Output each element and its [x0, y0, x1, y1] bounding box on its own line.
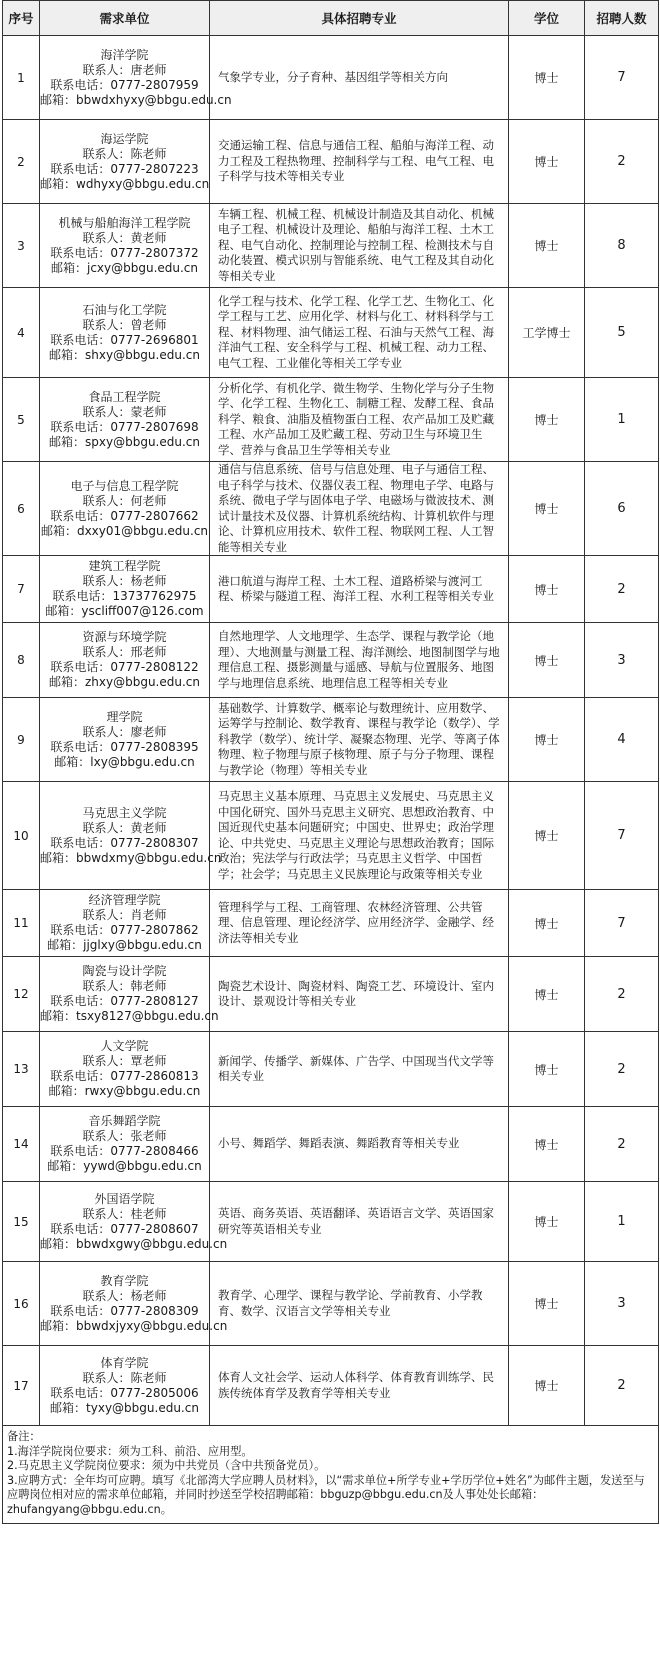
row-no: 4	[3, 288, 40, 378]
row-count: 7	[585, 36, 659, 120]
unit-contact: 联系人：陈老师	[82, 1370, 167, 1385]
row-unit	[40, 556, 210, 623]
table-row	[3, 556, 659, 623]
table-row	[3, 36, 659, 120]
unit-contact: 联系人：杨老师	[82, 1288, 167, 1303]
row-no: 8	[3, 623, 40, 698]
row-unit	[40, 462, 210, 556]
unit-phone: 联系电话：0777-2696801	[50, 332, 199, 347]
table-row	[3, 698, 659, 782]
row-unit	[40, 1107, 210, 1182]
unit-contact: 联系人：唐老师	[82, 62, 167, 77]
row-degree: 博士	[509, 1032, 585, 1107]
table-row	[3, 1182, 659, 1262]
header-major: 具体招聘专业	[210, 1, 509, 36]
unit-name: 体育学院	[100, 1355, 149, 1370]
row-major: 化学工程与技术、化学工程、化学工艺、生物化工、化学工程与工艺、应用化学、材料与化工、材料科学与工程、材料物理、油气储运工程、石油与天然气工程、海洋油气工程、安全科学与工程、机械工程、动力工程、电气工程、工业催化等相关工学专业	[210, 288, 509, 378]
notes-line: zhufangyang@bbgu.edu.cn。	[7, 1502, 172, 1516]
row-no: 7	[3, 556, 40, 623]
notes-line: 3.应聘方式：全年均可应聘。填写《北部湾大学应聘人员材料》，以“需求单位+所学专业+学历学位+姓名”为邮件主题，发送至与	[7, 1473, 645, 1487]
row-unit	[40, 1262, 228, 1346]
row-count: 2	[585, 1346, 659, 1426]
row-major: 新闻学、传播学、新媒体、广告学、中国现当代文学等相关专业	[210, 1032, 509, 1107]
unit-name: 音乐舞蹈学院	[88, 1114, 161, 1128]
unit-contact: 联系人：廖老师	[82, 724, 167, 739]
row-unit	[40, 204, 210, 288]
unit-contact: 联系人：陈老师	[82, 146, 167, 161]
row-no: 6	[3, 462, 40, 556]
unit-email: 邮箱：yywd@bbgu.edu.cn	[47, 1159, 202, 1173]
unit-email: 邮箱：jjglxy@bbgu.edu.cn	[47, 938, 202, 952]
row-major: 港口航道与海岸工程、土木工程、道路桥梁与渡河工程、桥梁与隧道工程、海洋工程、水利工程等相关专业	[210, 556, 509, 623]
unit-name: 海运学院	[100, 131, 149, 146]
row-unit	[40, 782, 222, 890]
row-major: 通信与信息系统、信号与信息处理、电子与通信工程、电子科学与技术、仪器仪表工程、物理电子学、电路与系统、微电子学与固体电子学、电磁场与微波技术、测试计量技术及仪器、计算机系统结构、计算机软件与理论、计算机应用技术、软件工程、物联网工程、人工智能等相关专业	[210, 462, 509, 556]
table-row	[3, 204, 659, 288]
row-major: 基础数学、计算数学、概率论与数理统计、应用数学、运筹学与控制论、数学教育、课程与教学论（数学）、学科教学（数学）、统计学、凝聚态物理、光学、等离子体物理、粒子物理与原子核物理、原子与分子物理、课程与教学论（物理）等相关专业	[210, 698, 509, 782]
unit-name: 石油与化工学院	[82, 302, 167, 317]
table-row	[3, 1346, 659, 1426]
unit-name: 食品工程学院	[88, 389, 161, 404]
unit-contact: 联系人：肖老师	[82, 908, 167, 922]
row-count: 2	[585, 1032, 659, 1107]
row-degree: 博士	[509, 782, 585, 890]
row-degree: 博士	[509, 698, 585, 782]
table-row	[3, 782, 659, 890]
notes-row	[3, 1426, 659, 1524]
row-degree: 博士	[509, 120, 585, 204]
unit-contact: 联系人：邢老师	[82, 645, 167, 659]
row-count: 7	[585, 890, 659, 957]
row-degree: 博士	[509, 1262, 585, 1346]
unit-contact: 联系人：杨老师	[82, 574, 167, 588]
recruitment-table	[2, 0, 659, 1524]
unit-phone: 联系电话：0777-2807862	[50, 923, 199, 937]
row-count: 4	[585, 698, 659, 782]
row-unit	[40, 288, 210, 378]
row-major: 小号、舞蹈学、舞蹈表演、舞蹈教育等相关专业	[210, 1107, 509, 1182]
unit-phone: 联系电话：0777-2807372	[50, 245, 199, 260]
unit-email: 邮箱：spxy@bbgu.edu.cn	[49, 434, 200, 449]
unit-contact: 联系人：覃老师	[82, 1054, 167, 1068]
unit-email: 邮箱：lxy@bbgu.edu.cn	[54, 754, 195, 769]
table-row	[3, 1107, 659, 1182]
row-degree: 博士	[509, 36, 585, 120]
header-count: 招聘人数	[585, 1, 659, 36]
unit-email: 邮箱：rwxy@bbgu.edu.cn	[48, 1084, 201, 1098]
unit-email: 邮箱：yscliff007@126.com	[45, 604, 204, 618]
notes-line: 应聘岗位相对应的需求单位邮箱，并同时抄送至学校招聘邮箱：bbguzp@bbgu.edu.cn及人事处处长邮箱：	[7, 1488, 544, 1501]
table-header-row	[3, 1, 659, 36]
notes-line: 1.海洋学院岗位要求：须为工科、前沿、应用型。	[7, 1444, 253, 1458]
table-row	[3, 1032, 659, 1107]
unit-email: 邮箱：tsxy8127@bbgu.edu.cn	[40, 1009, 219, 1023]
row-major: 交通运输工程、信息与通信工程、船舶与海洋工程、动力工程及工程热物理、控制科学与工程、电气工程、电子科学与技术等相关专业	[210, 120, 509, 204]
row-major: 英语、商务英语、英语翻译、英语语言文学、英语国家研究等英语相关专业	[210, 1182, 509, 1262]
table-row	[3, 957, 659, 1032]
row-degree: 博士	[509, 462, 585, 556]
unit-phone: 联系电话：0777-2808122	[50, 660, 199, 674]
row-degree: 工学博士	[509, 288, 585, 378]
row-degree: 博士	[509, 556, 585, 623]
row-count: 2	[585, 1107, 659, 1182]
row-major: 自然地理学、人文地理学、生态学、课程与教学论（地理）、大地测量与测量工程、海洋测绘、地图制图学与地理信息工程、摄影测量与遥感、导航与位置服务、地图学与地理信息系统、地理信息工程等相关专业	[210, 623, 509, 698]
row-major: 马克思主义基本原理、马克思主义发展史、马克思主义中国化研究、国外马克思主义研究、思想政治教育、中国近现代史基本问题研究；中国史、世界史；政治学理论、中共党史、马克思主义理论与思想政治教育；国际政治；宪法学与行政法学；马克思主义哲学、中国哲学；社会学；马克思主义民族理论与政策等相关专业	[210, 782, 509, 890]
unit-contact: 联系人：张老师	[82, 1129, 167, 1143]
header-unit: 需求单位	[40, 1, 210, 36]
row-count: 7	[585, 782, 659, 890]
row-degree: 博士	[509, 204, 585, 288]
table-row	[3, 890, 659, 957]
unit-name: 机械与船舶海洋工程学院	[58, 215, 191, 230]
unit-name: 理学院	[106, 709, 143, 724]
row-no: 3	[3, 204, 40, 288]
unit-phone: 联系电话：0777-2860813	[50, 1069, 199, 1083]
unit-phone: 联系电话：13737762975	[52, 589, 197, 603]
row-major: 分析化学、有机化学、微生物学、生物化学与分子生物学、化学工程、生物化工、制糖工程、发酵工程、食品科学、粮食、油脂及植物蛋白工程、农产品加工及贮藏工程、水产品加工及贮藏工程、劳动卫生与环境卫生学、营养与食品卫生学等相关专业	[210, 378, 509, 462]
row-degree: 博士	[509, 1346, 585, 1426]
table-row	[3, 120, 659, 204]
row-degree: 博士	[509, 378, 585, 462]
row-count: 5	[585, 288, 659, 378]
row-major: 气象学专业，分子育种、基因组学等相关方向	[210, 36, 509, 120]
row-no: 17	[3, 1346, 40, 1426]
unit-email: 邮箱：wdhyxy@bbgu.edu.cn	[40, 176, 210, 191]
unit-email: 邮箱：bbwdxjyxy@bbgu.edu.cn	[40, 1318, 228, 1333]
row-unit	[40, 957, 219, 1032]
unit-name: 电子与信息工程学院	[70, 478, 179, 493]
row-no: 16	[3, 1262, 40, 1346]
unit-email: 邮箱：jcxy@bbgu.edu.cn	[50, 260, 199, 275]
row-major: 教育学、心理学、课程与教学论、学前教育、小学教育、数学、汉语言文学等相关专业	[210, 1262, 509, 1346]
unit-phone: 联系电话：0777-2808309	[50, 1303, 199, 1318]
row-no: 9	[3, 698, 40, 782]
row-count: 2	[585, 556, 659, 623]
unit-name: 人文学院	[100, 1039, 149, 1053]
row-no: 10	[3, 782, 40, 890]
row-unit	[40, 1182, 228, 1262]
row-unit	[40, 1032, 210, 1107]
row-unit	[40, 36, 232, 120]
unit-contact: 联系人：黄老师	[82, 820, 167, 835]
unit-contact: 联系人：蒙老师	[82, 404, 167, 419]
row-degree: 博士	[509, 623, 585, 698]
unit-name: 陶瓷与设计学院	[82, 964, 167, 978]
row-unit	[40, 120, 210, 204]
row-no: 14	[3, 1107, 40, 1182]
row-no: 15	[3, 1182, 40, 1262]
unit-name: 教育学院	[100, 1273, 149, 1288]
unit-contact: 联系人：曾老师	[82, 317, 167, 332]
table-row	[3, 378, 659, 462]
row-unit	[40, 698, 210, 782]
table-row	[3, 462, 659, 556]
header-degree: 学位	[509, 1, 585, 36]
row-major: 车辆工程、机械工程、机械设计制造及其自动化、机械电子工程、机械设计及理论、船舶与海洋工程、土木工程、电气自动化、控制理论与控制工程、检测技术与自动化装置、模式识别与智能系统、电气工程及其自动化等相关专业	[210, 204, 509, 288]
row-degree: 博士	[509, 890, 585, 957]
unit-email: 邮箱：tyxy@bbgu.edu.cn	[50, 1400, 199, 1415]
unit-name: 海洋学院	[100, 47, 149, 62]
unit-name: 马克思主义学院	[82, 805, 167, 820]
unit-contact: 联系人：桂老师	[82, 1206, 167, 1221]
unit-email: 邮箱：zhxy@bbgu.edu.cn	[48, 675, 200, 689]
row-unit	[40, 623, 210, 698]
row-count: 3	[585, 1262, 659, 1346]
unit-email: 邮箱：shxy@bbgu.edu.cn	[49, 347, 200, 362]
unit-phone: 联系电话：0777-2807698	[50, 419, 199, 434]
row-no: 13	[3, 1032, 40, 1107]
row-count: 6	[585, 462, 659, 556]
row-count: 2	[585, 957, 659, 1032]
table-row	[3, 288, 659, 378]
unit-phone: 联系电话：0777-2808466	[50, 1144, 199, 1158]
row-no: 5	[3, 378, 40, 462]
row-major: 陶瓷艺术设计、陶瓷材料、陶瓷工艺、环境设计、室内设计、景观设计等相关专业	[210, 957, 509, 1032]
row-count: 2	[585, 120, 659, 204]
row-count: 3	[585, 623, 659, 698]
unit-contact: 联系人：黄老师	[82, 230, 167, 245]
unit-phone: 联系电话：0777-2807662	[50, 508, 199, 523]
table-row	[3, 623, 659, 698]
row-degree: 博士	[509, 1107, 585, 1182]
row-major: 管理科学与工程、工商管理、农林经济管理、公共管理、信息管理、理论经济学、应用经济学、金融学、经济法等相关专业	[210, 890, 509, 957]
row-no: 1	[3, 36, 40, 120]
notes	[3, 1426, 659, 1524]
row-degree: 博士	[509, 957, 585, 1032]
unit-email: 邮箱：bbwdxhyxy@bbgu.edu.cn	[40, 92, 232, 107]
row-no: 12	[3, 957, 40, 1032]
unit-name: 经济管理学院	[88, 893, 161, 907]
row-no: 11	[3, 890, 40, 957]
row-count: 8	[585, 204, 659, 288]
unit-phone: 联系电话：0777-2808607	[50, 1221, 199, 1236]
unit-email: 邮箱：bbwdxgwy@bbgu.edu.cn	[40, 1236, 228, 1251]
unit-contact: 联系人：韩老师	[82, 979, 167, 993]
notes-line: 2.马克思主义学院岗位要求：须为中共党员（含中共预备党员）。	[7, 1459, 326, 1472]
row-unit	[40, 1346, 210, 1426]
unit-email: 邮箱：dxxy01@bbgu.edu.cn	[40, 523, 209, 538]
unit-phone: 联系电话：0777-2808307	[50, 835, 199, 850]
table-row	[3, 1262, 659, 1346]
row-degree: 博士	[509, 1182, 585, 1262]
unit-name: 资源与环境学院	[82, 630, 167, 644]
unit-phone: 联系电话：0777-2807223	[50, 161, 199, 176]
unit-phone: 联系电话：0777-2805006	[50, 1385, 199, 1400]
unit-phone: 联系电话：0777-2808395	[50, 739, 199, 754]
unit-phone: 联系电话：0777-2807959	[50, 77, 199, 92]
notes-title: 备注：	[7, 1430, 41, 1443]
header-no: 序号	[3, 1, 40, 36]
unit-name: 建筑工程学院	[88, 559, 161, 573]
unit-contact: 联系人：何老师	[82, 493, 167, 508]
row-count: 1	[585, 378, 659, 462]
row-unit	[40, 378, 210, 462]
row-unit	[40, 890, 210, 957]
unit-email: 邮箱：bbwdxmy@bbgu.edu.cn	[40, 850, 222, 865]
row-no: 2	[3, 120, 40, 204]
unit-name: 外国语学院	[94, 1191, 155, 1206]
row-major: 体育人文社会学、运动人体科学、体育教育训练学、民族传统体育学及教育学等相关专业	[210, 1346, 509, 1426]
unit-phone: 联系电话：0777-2808127	[50, 994, 199, 1008]
row-count: 1	[585, 1182, 659, 1262]
